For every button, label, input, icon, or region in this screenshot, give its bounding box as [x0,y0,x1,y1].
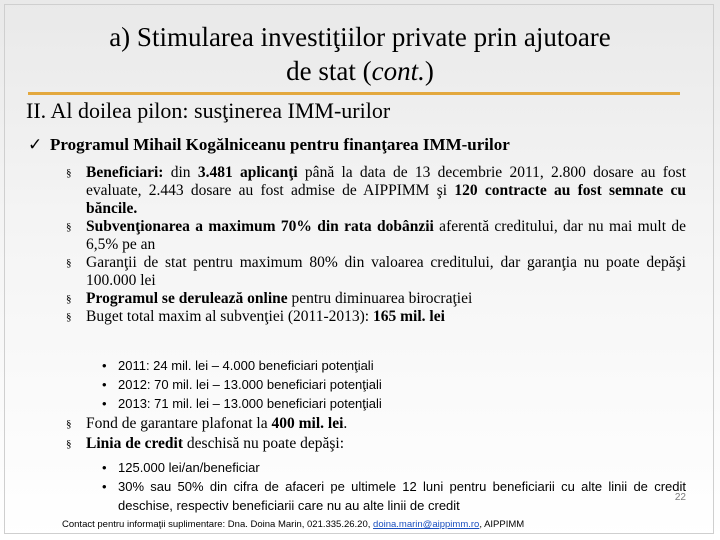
beneficiari-label: Beneficiari: [86,164,164,181]
fond-amount: 400 mil. lei [271,415,344,432]
square-bullet-icon: § [66,221,72,233]
dot-bullet-icon: • [102,358,107,373]
budget-sub-list [100,356,686,413]
square-bullet-icon: § [66,293,72,305]
credit-line-sub-list [100,458,686,515]
page-number: 22 [674,492,686,503]
budget-2013: 2013: 71 mil. lei – 13.000 beneficiari potenţiali [118,396,382,411]
list-item-credit-limit-2 [100,477,686,515]
dot-bullet-icon: • [102,396,107,411]
slide-title [40,20,680,88]
dot-bullet-icon: • [102,377,107,392]
section-subtitle: II. Al doilea pilon: susţinerea IMM-urilor [26,98,391,123]
online-text: pentru diminuarea birocraţiei [287,290,473,307]
credit-limit-1: 125.000 lei/an/beneficiar [118,460,260,475]
list-item-online [66,290,686,308]
square-bullet-icon: § [66,167,72,179]
buget-text: Buget total maxim al subvenţiei (2011-2013): [86,308,373,325]
square-bullet-icon: § [66,438,72,450]
footer-tail: , AIPPIMM [479,519,525,530]
fond-text: Fond de garantare plafonat la [86,415,272,432]
buget-amount: 165 mil. lei [373,308,445,325]
dot-bullet-icon: • [102,460,107,475]
program-bullet-list [66,164,686,326]
list-item-credit-limit-1 [100,458,686,477]
beneficiari-text-2: până la data de 13 decembrie 2011, 2.800 dosare au fost evaluate, 2.443 dosare au fost admise de AIPPIMM şi [86,164,686,199]
subventionare-text: aferentă creditului, dar nu mai mult de 6,5% pe an [86,218,686,253]
checkmark-icon: ✓ [28,135,43,154]
title-line-2-start: de stat ( [286,56,372,86]
list-item-2011 [100,356,686,375]
budget-2012: 2012: 70 mil. lei – 13.000 beneficiari potenţiali [118,377,382,392]
title-line-2 [40,54,680,88]
footer-contact [62,519,524,531]
title-line-1: a) Stimularea investiţiilor private prin ajutoare [109,22,611,52]
beneficiari-contracts: 120 contracte au fost semnate cu băncile. [86,182,686,217]
beneficiari-text-1: din [163,164,198,181]
program-title: Programul Mihail Kogălniceanu pentru finanţarea IMM-urilor [50,135,510,154]
linia-credit-label: Linia de credit [86,435,184,452]
footer-text: Contact pentru informaţii suplimentare: Dna. Doina Marin, 021.335.26.20, [62,519,374,530]
program-heading [28,134,510,156]
linia-credit-text: deschisă nu poate depăşi: [183,435,345,452]
beneficiari-applicants: 3.481 aplicanţi [197,164,298,181]
list-item-subventionare [66,218,686,254]
title-cont: cont. [371,56,425,86]
guarantee-bullet-list [66,414,686,454]
title-divider [28,92,680,95]
subventionare-label: Subvenţionarea a maximum 70% din rata dobânzii [86,218,434,235]
list-item-fond [66,414,686,434]
dot-bullet-icon: • [102,479,107,494]
list-item-linia-credit [66,434,686,454]
online-label: Programul se derulează online [86,290,288,307]
square-bullet-icon: § [66,418,72,430]
credit-limit-2: 30% sau 50% din cifra de afaceri pe ultimele 12 luni pentru beneficiarii cu alte linii de credit deschise, respectiv beneficiarii care nu au alte linii de credit [118,479,686,513]
list-item-2013 [100,394,686,413]
list-item-beneficiari [66,164,686,218]
square-bullet-icon: § [66,257,72,269]
square-bullet-icon: § [66,311,72,323]
list-item-buget [66,308,686,326]
garantii-text: Garanţii de stat pentru maximum 80% din valoarea creditului, dar garanţia nu poate depăşi 100.000 lei [86,254,686,289]
list-item-2012 [100,375,686,394]
fond-period: . [343,415,348,432]
budget-2011: 2011: 24 mil. lei – 4.000 beneficiari potenţiali [118,358,374,373]
list-item-garantii [66,254,686,290]
title-line-2-end: ) [424,56,434,86]
footer-email-link[interactable]: doina.marin@aippimm.ro [373,519,480,530]
